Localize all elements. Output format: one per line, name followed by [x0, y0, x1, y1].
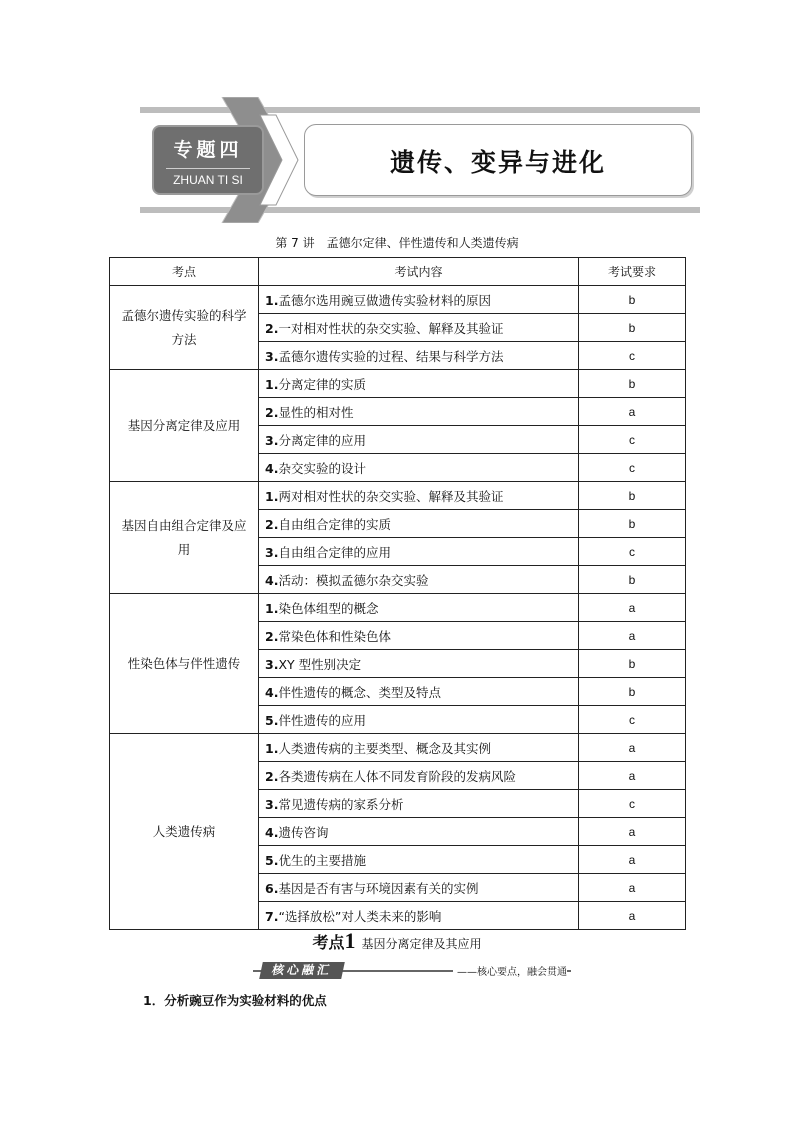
item-number: 3.	[265, 656, 279, 672]
item-number: 2.	[265, 516, 279, 532]
category-cell: 孟德尔遗传实验的科学方法	[110, 286, 259, 370]
item-number: 3.	[265, 432, 279, 448]
item-text: 杂交实验的设计	[278, 460, 366, 476]
item-number: 4.	[265, 824, 279, 840]
item-text: 常染色体和性染色体	[278, 628, 391, 644]
item-text: 两对相对性状的杂交实验、解释及其验证	[278, 488, 504, 504]
chapter-banner	[140, 97, 700, 223]
content-cell	[259, 510, 579, 538]
content-cell	[259, 426, 579, 454]
content-cell	[259, 650, 579, 678]
content-cell	[259, 734, 579, 762]
requirement-cell: a	[579, 622, 686, 650]
content-cell	[259, 706, 579, 734]
item-number: 2.	[265, 404, 279, 420]
exam-requirements-table	[109, 257, 686, 930]
item-number: 4.	[265, 684, 279, 700]
requirement-cell: a	[579, 818, 686, 846]
content-cell	[259, 370, 579, 398]
badge-subtitle: ZHUAN TI SI	[166, 168, 250, 187]
table-row	[110, 370, 686, 398]
content-cell	[259, 678, 579, 706]
requirement-cell: a	[579, 846, 686, 874]
item-text: 孟德尔遗传实验的过程、结果与科学方法	[278, 348, 504, 364]
content-cell	[259, 846, 579, 874]
requirement-cell: c	[579, 706, 686, 734]
item-text: “选择放松”对人类未来的影响	[278, 908, 442, 924]
requirement-cell: c	[579, 538, 686, 566]
item-number: 1.	[265, 740, 279, 756]
item-text: 活动：模拟孟德尔杂交实验	[278, 572, 429, 588]
core-note: ——核心要点，融会贯通	[453, 963, 567, 978]
badge-title: 专题四	[173, 139, 243, 161]
table-row	[110, 286, 686, 314]
item-text: 分离定律的应用	[278, 432, 366, 448]
item-number: 4.	[265, 460, 279, 476]
content-cell	[259, 398, 579, 426]
requirement-cell: b	[579, 314, 686, 342]
chapter-title: 遗传、变异与进化	[389, 148, 606, 177]
content-cell	[259, 622, 579, 650]
requirement-cell: c	[579, 342, 686, 370]
header-cell: 考点	[110, 258, 259, 286]
lecture-title: 第 7 讲 孟德尔定律、伴性遗传和人类遗传病	[275, 236, 519, 250]
item-number: 1.	[265, 292, 279, 308]
item-text: XY 型性别决定	[278, 656, 362, 672]
item-text: 分离定律的实质	[278, 376, 366, 392]
item-number: 5.	[265, 852, 279, 868]
content-cell	[259, 818, 579, 846]
chapter-title-box	[304, 124, 692, 196]
requirement-cell: a	[579, 874, 686, 902]
requirement-cell: b	[579, 566, 686, 594]
content-cell	[259, 762, 579, 790]
content-cell	[259, 566, 579, 594]
content-cell	[259, 314, 579, 342]
content-cell	[259, 482, 579, 510]
kaodian-prefix: 考点	[312, 933, 345, 952]
item-number: 3.	[265, 544, 279, 560]
item-number: 3.	[265, 348, 279, 364]
requirement-cell: b	[579, 482, 686, 510]
item-text: 遗传咨询	[278, 824, 329, 840]
core-tag: 核心融汇	[259, 962, 345, 979]
requirement-cell: c	[579, 426, 686, 454]
item-number: 2.	[265, 628, 279, 644]
item-text: 各类遗传病在人体不同发育阶段的发病风险	[278, 768, 516, 784]
item-number: 1.	[265, 488, 279, 504]
item-number: 1.	[265, 376, 279, 392]
item-text: 伴性遗传的概念、类型及特点	[278, 684, 441, 700]
requirement-cell: a	[579, 734, 686, 762]
item-text: 一对相对性状的杂交实验、解释及其验证	[278, 320, 504, 336]
category-cell: 人类遗传病	[110, 734, 259, 930]
item-text: 显性的相对性	[278, 404, 354, 420]
content-cell	[259, 874, 579, 902]
content-cell	[259, 538, 579, 566]
item-text: 自由组合定律的应用	[278, 544, 391, 560]
requirement-cell: b	[579, 370, 686, 398]
requirement-cell: a	[579, 902, 686, 930]
content-cell	[259, 286, 579, 314]
header-cell: 考试要求	[579, 258, 686, 286]
item-number: 5.	[265, 712, 279, 728]
requirement-cell: a	[579, 594, 686, 622]
requirement-cell: b	[579, 286, 686, 314]
kaodian-heading	[0, 928, 794, 954]
item-text: 人类遗传病的主要类型、概念及其实例	[278, 740, 491, 756]
table-row	[110, 594, 686, 622]
item-text: 孟德尔选用豌豆做遗传实验材料的原因	[278, 292, 491, 308]
item-text: 染色体组型的概念	[278, 600, 379, 616]
core-section-bar	[253, 962, 571, 979]
content-cell	[259, 902, 579, 930]
requirement-cell: b	[579, 678, 686, 706]
requirement-cell: a	[579, 398, 686, 426]
item-text: 优生的主要措施	[278, 852, 366, 868]
topic-badge	[152, 125, 264, 195]
item-number: 6.	[265, 880, 279, 896]
category-cell: 基因自由组合定律及应用	[110, 482, 259, 594]
item-number: 4.	[265, 572, 279, 588]
content-cell	[259, 790, 579, 818]
item-text: 伴性遗传的应用	[278, 712, 366, 728]
requirement-cell: b	[579, 510, 686, 538]
requirement-cell: c	[579, 454, 686, 482]
item-number: 3.	[265, 796, 279, 812]
kaodian-title: 基因分离定律及其应用	[361, 937, 482, 951]
item-number: 2.	[265, 320, 279, 336]
section-paragraph: 1．分析豌豆作为实验材料的优点	[143, 993, 327, 1008]
item-text: 常见遗传病的家系分析	[278, 796, 404, 812]
category-cell: 基因分离定律及应用	[110, 370, 259, 482]
item-number: 2.	[265, 768, 279, 784]
item-number: 1.	[265, 600, 279, 616]
content-cell	[259, 342, 579, 370]
content-cell	[259, 594, 579, 622]
table-header-row	[110, 258, 686, 286]
table-row	[110, 482, 686, 510]
requirement-cell: c	[579, 790, 686, 818]
item-number: 7.	[265, 908, 279, 924]
header-cell: 考试内容	[259, 258, 579, 286]
content-cell	[259, 454, 579, 482]
table-row	[110, 734, 686, 762]
requirement-cell: a	[579, 762, 686, 790]
kaodian-number: 1	[344, 928, 356, 953]
category-cell: 性染色体与伴性遗传	[110, 594, 259, 734]
requirement-cell: b	[579, 650, 686, 678]
item-text: 自由组合定律的实质	[278, 516, 391, 532]
item-text: 基因是否有害与环境因素有关的实例	[278, 880, 479, 896]
